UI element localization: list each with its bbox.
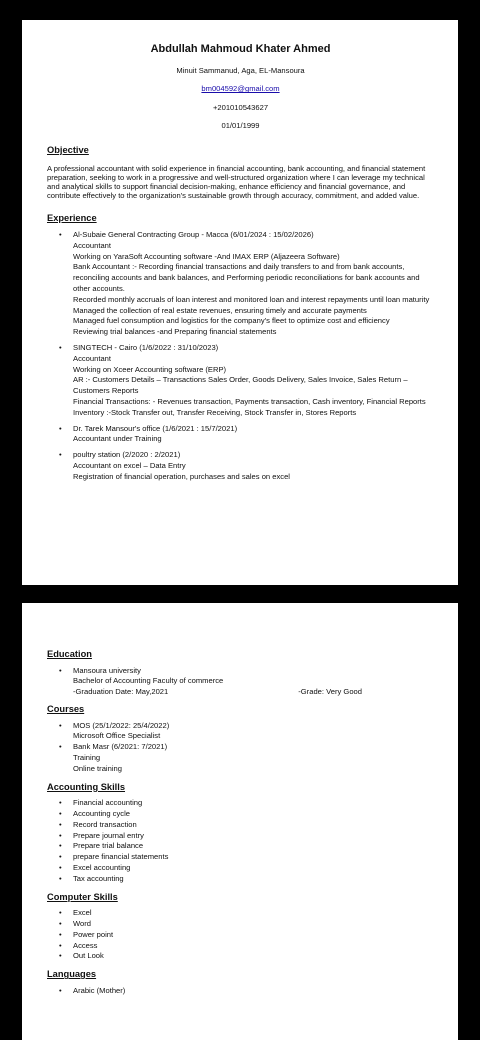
job-line: Reviewing trial balances -and Preparing financial statements (73, 327, 277, 337)
objective-text: A professional accountant with solid experience in financial accounting, bank accounting, and financial statement preparation, seeking to work in a progressive and well-structured organization where I can leverage my technical and analytical skills to support financial decision-making, enhance efficiency and financial governance, and contribute effectively to the organization's sustainable growth through accuracy, commitment, and added value. (47, 163, 426, 201)
computer-skill-item: • Word (47, 919, 434, 930)
computer-skills-list (47, 908, 434, 962)
job-line: Recorded monthly accruals of loan interest and monitored loan and interest repayments until loan maturity (73, 294, 430, 304)
job-line: Accountant (73, 240, 111, 250)
job-line: Inventory :-Stock Transfer out, Transfer Receiving, Stock Transfer in, Stores Reports (73, 407, 357, 417)
university: • Mansoura university (47, 666, 434, 677)
resume-page-1 (22, 20, 458, 585)
objective-heading: Objective (47, 144, 89, 155)
job-line: Working on Xceer Accounting software (ERP) (73, 364, 227, 374)
skill-item: • Financial accounting (47, 798, 434, 809)
job-title: • Al-Subaie General Contracting Group - Macca (6/01/2024 : 15/02/2026) (47, 230, 434, 241)
job-title: • Dr. Tarek Mansour's office (1/6/2021 : 15/7/2021) (47, 424, 434, 435)
job-title: • poultry station (2/2020 : 2/2021) (47, 450, 434, 461)
job-line: AR :- Customers Details – Transactions Sales Order, Goods Delivery, Sales Invoice, Sales Return – Customers Reports (73, 375, 408, 396)
job-line: Financial Transactions: - Revenues transaction, Payments transaction, Cash inventory, Financial Reports (73, 396, 426, 406)
job-line: Accountant (73, 353, 111, 363)
job-line: Working on YaraSoft Accounting software -And IMAX ERP (Aljazeera Software) (73, 251, 340, 261)
graduation-date: -Graduation Date: May,2021 (73, 687, 169, 697)
skill-item: • prepare financial statements (47, 852, 434, 863)
skill-item: • Tax accounting (47, 874, 434, 885)
skill-item: • Record transaction (47, 820, 434, 831)
job-line: Accountant under Training (73, 434, 162, 444)
job-line: Managed fuel consumption and logistics for the company's fleet to optimize cost and efficiency (73, 316, 390, 326)
courses-heading: Courses (47, 703, 85, 714)
resume-page-2 (22, 603, 458, 1040)
grade: -Grade: Very Good (298, 687, 362, 697)
job-line: Accountant on excel – Data Entry (73, 460, 186, 470)
languages-list (47, 986, 434, 997)
date-of-birth: 01/01/1999 (221, 121, 260, 131)
languages-heading: Languages (47, 969, 97, 980)
computer-skill-item: • Excel (47, 908, 434, 919)
accounting-skills-list (47, 798, 434, 884)
course-title: • MOS (25/1/2022: 25/4/2022) (47, 721, 434, 732)
job-line: Managed the collection of real estate revenues, ensuring timely and accurate payments (73, 305, 367, 315)
skill-item: • Prepare journal entry (47, 831, 434, 842)
accounting-skills-heading: Accounting Skills (47, 781, 126, 792)
computer-skill-item: • Out Look (47, 951, 434, 962)
experience-list (47, 230, 434, 483)
job-line: Bank Accountant :- Recording financial transactions and daily transfers to and from bank accounts, reconciling accounts and bank balances, and Performing periodic reconciliations for bank accounts and other accounts. (73, 262, 420, 293)
education-heading: Education (47, 649, 92, 659)
email-link[interactable]: bm004592@gmail.com (201, 84, 280, 94)
skill-item: • Excel accounting (47, 863, 434, 874)
education-list (47, 666, 434, 698)
computer-skill-item: • Power point (47, 930, 434, 941)
language-item: • Arabic (Mother) (47, 986, 434, 997)
course-line: Online training (73, 763, 122, 773)
course-title: • Bank Masr (6/2021: 7/2021) (47, 742, 434, 753)
skill-item: • Accounting cycle (47, 809, 434, 820)
address: Minuit Sammanud, Aga, EL-Mansoura (176, 65, 305, 75)
computer-skill-item: • Access (47, 941, 434, 952)
degree: Bachelor of Accounting Faculty of commerce (73, 676, 224, 686)
graduation-row (47, 687, 434, 698)
phone: +201010543627 (212, 102, 269, 112)
course-line: Training (73, 752, 101, 762)
candidate-name: Abdullah Mahmoud Khater Ahmed (150, 43, 331, 55)
job-title: • SINGTECH - Cairo (1/6/2022 : 31/10/2023) (47, 343, 434, 354)
job-line: Registration of financial operation, purchases and sales on excel (73, 471, 290, 481)
skill-item: • Prepare trial balance (47, 841, 434, 852)
courses-list (47, 721, 434, 775)
computer-skills-heading: Computer Skills (47, 891, 118, 902)
experience-heading: Experience (47, 213, 97, 224)
course-line: Microsoft Office Specialist (73, 731, 161, 741)
